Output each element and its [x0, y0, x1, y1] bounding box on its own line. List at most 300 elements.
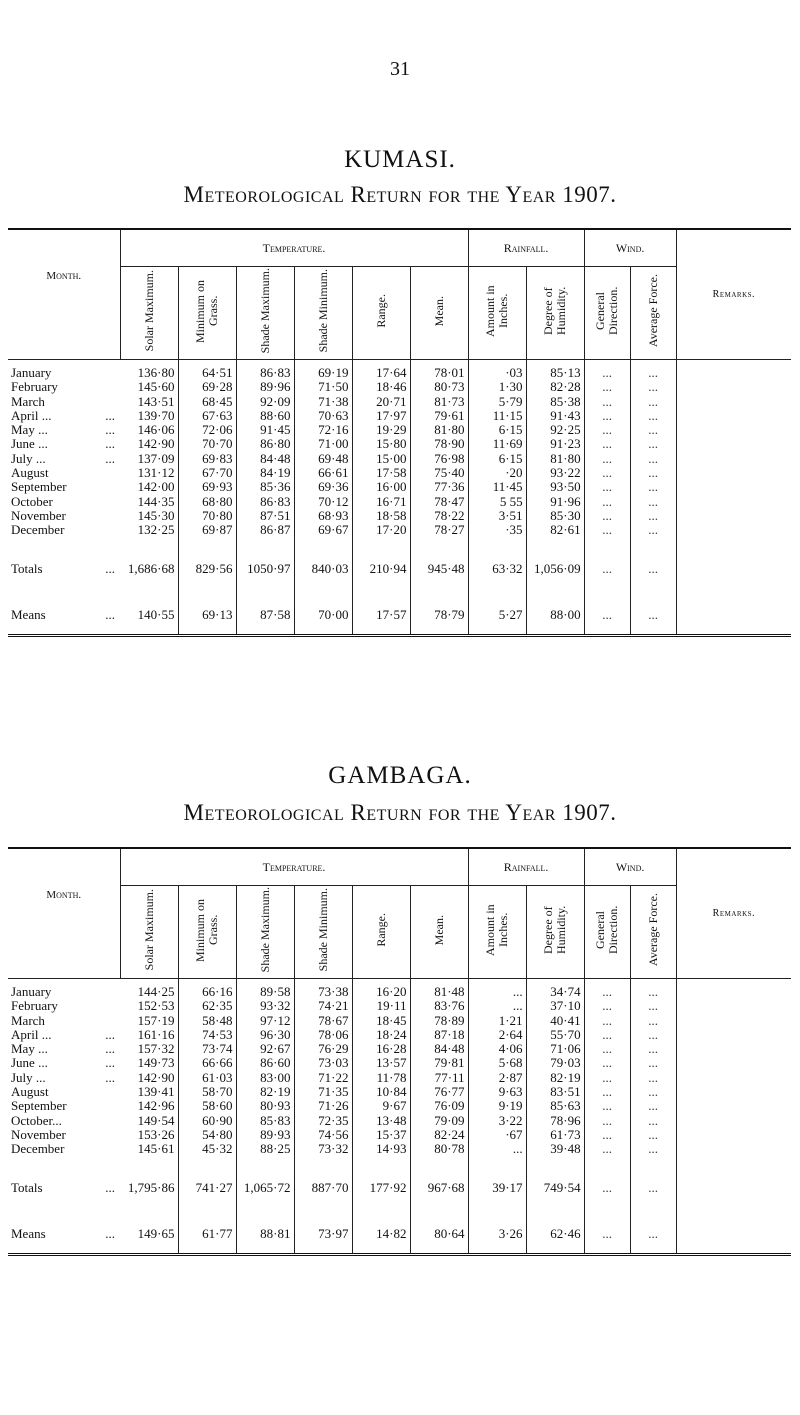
month-cell [8, 495, 120, 509]
value-cell: 84·48 [236, 452, 294, 466]
leader-dots: ... [105, 436, 115, 452]
value-cell: 69·87 [178, 523, 236, 537]
value-cell: 13·48 [352, 1114, 410, 1128]
leader-dots: ... [105, 607, 115, 623]
range-header: Range. [352, 267, 410, 360]
spacer-cell [352, 1245, 410, 1255]
month-label: Totals [11, 1180, 43, 1196]
month-row [8, 380, 791, 394]
value-cell: ... [630, 1128, 676, 1142]
spacer-cell [468, 1199, 526, 1225]
spacer-cell [526, 580, 584, 606]
value-cell: 97·12 [236, 1014, 294, 1028]
solar-maximum-header: Solar Maximum. [120, 886, 178, 979]
value-cell: 78·06 [294, 1028, 352, 1042]
range-header: Range. [352, 886, 410, 979]
value-cell: ... [630, 1056, 676, 1070]
shade-minimum-header: Shade Minimum. [294, 886, 352, 979]
value-cell: 142·00 [120, 480, 178, 494]
value-cell: 5·27 [468, 606, 526, 626]
value-cell: 69·67 [294, 523, 352, 537]
value-cell: 17·58 [352, 466, 410, 480]
spacer-cell [120, 580, 178, 606]
value-cell: ... [630, 606, 676, 626]
value-cell: 3·51 [468, 509, 526, 523]
rainfall-header: Rainfall. [468, 229, 584, 267]
value-cell: 17·64 [352, 366, 410, 380]
value-cell: 137·09 [120, 452, 178, 466]
leader-dots: ... [105, 1026, 115, 1042]
value-cell: 85·36 [236, 480, 294, 494]
month-row [8, 452, 791, 466]
value-cell: 61·03 [178, 1071, 236, 1085]
value-cell: 68·80 [178, 495, 236, 509]
remarks-cell [676, 1042, 791, 1056]
value-cell: 131·12 [120, 466, 178, 480]
remarks-header: Remarks. [676, 229, 791, 360]
remarks-cell [676, 380, 791, 394]
value-cell: 81·73 [410, 395, 468, 409]
month-label: June ... [11, 436, 48, 452]
value-cell: 69·13 [178, 606, 236, 626]
value-cell: 145·60 [120, 380, 178, 394]
value-cell: 157·19 [120, 1014, 178, 1028]
month-row [8, 999, 791, 1013]
value-cell: 69·19 [294, 366, 352, 380]
value-cell: 71·22 [294, 1071, 352, 1085]
value-cell: 82·61 [526, 523, 584, 537]
remarks-cell [676, 509, 791, 523]
value-cell: 71·38 [294, 395, 352, 409]
spacer-cell [584, 1245, 630, 1255]
remarks-cell [676, 437, 791, 451]
value-cell: 89·96 [236, 380, 294, 394]
value-cell: 967·68 [410, 1179, 468, 1199]
average-force-header: Average Force. [630, 886, 676, 979]
value-cell: 79·09 [410, 1114, 468, 1128]
value-cell: 1,686·68 [120, 560, 178, 580]
value-cell: 45·32 [178, 1142, 236, 1156]
value-cell: 80·73 [410, 380, 468, 394]
remarks-cell [676, 423, 791, 437]
month-row [8, 1099, 791, 1113]
temperature-header: Temperature. [120, 848, 468, 886]
remarks-cell [676, 495, 791, 509]
month-row [8, 466, 791, 480]
value-cell: 9·19 [468, 1099, 526, 1113]
spacer-cell [526, 626, 584, 636]
value-cell: 11·15 [468, 409, 526, 423]
spacer-cell [236, 1157, 294, 1179]
value-cell: ... [584, 1128, 630, 1142]
value-cell: 9·63 [468, 1085, 526, 1099]
spacer-cell [294, 1245, 352, 1255]
value-cell: ... [584, 380, 630, 394]
value-cell: 66·66 [178, 1056, 236, 1070]
value-cell: ... [584, 1085, 630, 1099]
value-cell: 81·80 [410, 423, 468, 437]
value-cell: 68·93 [294, 509, 352, 523]
spacer-cell [526, 1157, 584, 1179]
value-cell: ... [630, 560, 676, 580]
remarks-cell [676, 409, 791, 423]
spacer-cell [468, 626, 526, 636]
value-cell: 4·06 [468, 1042, 526, 1056]
remarks-cell [676, 1114, 791, 1128]
spacer-cell [294, 538, 352, 560]
value-cell: 60·90 [178, 1114, 236, 1128]
value-cell: 66·16 [178, 985, 236, 999]
month-cell [8, 480, 120, 494]
value-cell: 78·90 [410, 437, 468, 451]
spacer-cell [526, 1245, 584, 1255]
spacer-cell [294, 1199, 352, 1225]
value-cell: 81·80 [526, 452, 584, 466]
value-cell: 2·87 [468, 1071, 526, 1085]
month-label: March [11, 1012, 45, 1028]
spacer-cell [120, 1245, 178, 1255]
value-cell: 18·46 [352, 380, 410, 394]
value-cell: ... [584, 1056, 630, 1070]
value-cell: 17·20 [352, 523, 410, 537]
value-cell: 2·64 [468, 1028, 526, 1042]
spacer-cell [676, 538, 791, 560]
remarks-cell [676, 466, 791, 480]
value-cell: 58·70 [178, 1085, 236, 1099]
month-label: January [11, 365, 52, 380]
remarks-cell [676, 985, 791, 999]
value-cell: 62·46 [526, 1225, 584, 1245]
amount-in-inches-header: Amount in Inches. [468, 886, 526, 979]
remarks-cell [676, 999, 791, 1013]
value-cell: 5·68 [468, 1056, 526, 1070]
value-cell: ... [584, 523, 630, 537]
value-cell: 76·09 [410, 1099, 468, 1113]
value-cell: ... [584, 1028, 630, 1042]
month-label: May ... [11, 1041, 48, 1057]
spacer-cell [178, 1157, 236, 1179]
value-cell: 18·45 [352, 1014, 410, 1028]
value-cell: 86·87 [236, 523, 294, 537]
value-cell: 78·89 [410, 1014, 468, 1028]
general-direction-header: General Direction. [584, 267, 630, 360]
spacer-cell [352, 580, 410, 606]
value-cell: 62·35 [178, 999, 236, 1013]
month-label: May ... [11, 422, 48, 438]
spacer-row [8, 580, 791, 606]
spacer-cell [178, 580, 236, 606]
value-cell: 144·35 [120, 495, 178, 509]
value-cell: 144·25 [120, 985, 178, 999]
value-cell: 143·51 [120, 395, 178, 409]
spacer-cell [584, 580, 630, 606]
value-cell: 1050·97 [236, 560, 294, 580]
value-cell: 74·56 [294, 1128, 352, 1142]
value-cell: ... [630, 480, 676, 494]
value-cell: 85·30 [526, 509, 584, 523]
value-cell: 741·27 [178, 1179, 236, 1199]
value-cell: 149·65 [120, 1225, 178, 1245]
value-cell: ·03 [468, 366, 526, 380]
month-cell [8, 423, 120, 437]
value-cell: 145·30 [120, 509, 178, 523]
value-cell: 34·74 [526, 985, 584, 999]
value-cell: ... [630, 1014, 676, 1028]
value-cell: 71·35 [294, 1085, 352, 1099]
value-cell: ... [584, 1099, 630, 1113]
value-cell: 71·26 [294, 1099, 352, 1113]
month-row [8, 1114, 791, 1128]
remarks-cell [676, 1225, 791, 1245]
value-cell: ... [630, 523, 676, 537]
spacer-cell [410, 1245, 468, 1255]
value-cell: 70·70 [178, 437, 236, 451]
spacer-cell [468, 580, 526, 606]
spacer-cell [294, 1157, 352, 1179]
month-cell [8, 523, 120, 537]
leader-dots: ... [105, 1226, 115, 1242]
month-cell [8, 1128, 120, 1142]
value-cell: ... [584, 509, 630, 523]
remarks-cell [676, 395, 791, 409]
value-cell: 73·97 [294, 1225, 352, 1245]
value-cell: 14·82 [352, 1225, 410, 1245]
value-cell: ... [584, 985, 630, 999]
value-cell: 87·18 [410, 1028, 468, 1042]
value-cell: 70·63 [294, 409, 352, 423]
value-cell: 157·32 [120, 1042, 178, 1056]
value-cell: 71·06 [526, 1042, 584, 1056]
value-cell: ... [584, 999, 630, 1013]
value-cell: 85·83 [236, 1114, 294, 1128]
value-cell: 93·32 [236, 999, 294, 1013]
value-cell: 15·80 [352, 437, 410, 451]
value-cell: 11·78 [352, 1071, 410, 1085]
solar-maximum-header: Solar Maximum. [120, 267, 178, 360]
month-row [8, 523, 791, 537]
value-cell: ... [630, 1114, 676, 1128]
month-row [8, 1028, 791, 1042]
value-cell: 72·16 [294, 423, 352, 437]
value-cell: 78·01 [410, 366, 468, 380]
month-row [8, 437, 791, 451]
month-label: September [11, 479, 67, 495]
month-label: Totals [11, 561, 43, 577]
value-cell: ... [584, 1225, 630, 1245]
spacer-cell [410, 1199, 468, 1225]
value-cell: 69·28 [178, 380, 236, 394]
month-row [8, 495, 791, 509]
month-cell [8, 509, 120, 523]
value-cell: 66·61 [294, 466, 352, 480]
remarks-cell [676, 1014, 791, 1028]
station-title-kumasi: KUMASI. [344, 146, 456, 173]
value-cell: 86·83 [236, 366, 294, 380]
month-row [8, 1085, 791, 1099]
month-cell [8, 395, 120, 409]
month-row [8, 1142, 791, 1156]
value-cell: 161·16 [120, 1028, 178, 1042]
value-cell: 1·30 [468, 380, 526, 394]
value-cell: 39·48 [526, 1142, 584, 1156]
value-cell: ... [630, 985, 676, 999]
spacer-cell [352, 538, 410, 560]
value-cell: 1,056·09 [526, 560, 584, 580]
value-cell: 69·48 [294, 452, 352, 466]
leader-dots: ... [105, 1180, 115, 1196]
value-cell: 3·26 [468, 1225, 526, 1245]
month-cell [8, 999, 120, 1013]
month-label: April ... [11, 407, 52, 423]
value-cell: 17·97 [352, 409, 410, 423]
spacer-cell [630, 580, 676, 606]
temperature-header: Temperature. [120, 229, 468, 267]
value-cell: 15·00 [352, 452, 410, 466]
value-cell: 139·70 [120, 409, 178, 423]
month-label: December [11, 522, 65, 538]
spacer-row [8, 626, 791, 636]
value-cell: 93·50 [526, 480, 584, 494]
remarks-cell [676, 1071, 791, 1085]
month-label: January [11, 984, 52, 999]
value-cell: 63·32 [468, 560, 526, 580]
wind-header: Wind. [584, 229, 676, 267]
spacer-cell [584, 538, 630, 560]
value-cell: 145·61 [120, 1142, 178, 1156]
value-cell: ... [630, 999, 676, 1013]
month-label: Means [11, 607, 46, 623]
value-cell: ... [584, 366, 630, 380]
value-cell: 84·19 [236, 466, 294, 480]
value-cell: 5 55 [468, 495, 526, 509]
value-cell: 37·10 [526, 999, 584, 1013]
value-cell: 92·25 [526, 423, 584, 437]
month-row [8, 423, 791, 437]
value-cell: 91·96 [526, 495, 584, 509]
value-cell: 88·81 [236, 1225, 294, 1245]
value-cell: 74·21 [294, 999, 352, 1013]
value-cell: 1·21 [468, 1014, 526, 1028]
value-cell: 54·80 [178, 1128, 236, 1142]
month-cell [8, 1028, 120, 1042]
spacer-cell [410, 538, 468, 560]
value-cell: ... [584, 395, 630, 409]
value-cell: 86·60 [236, 1056, 294, 1070]
month-row [8, 409, 791, 423]
value-cell: 61·73 [526, 1128, 584, 1142]
value-cell: 78·47 [410, 495, 468, 509]
spacer-cell [8, 580, 120, 606]
value-cell: 76·29 [294, 1042, 352, 1056]
spacer-cell [236, 538, 294, 560]
leader-dots: ... [105, 561, 115, 577]
month-row [8, 1014, 791, 1028]
leader-dots: ... [105, 422, 115, 438]
value-cell: 78·22 [410, 509, 468, 523]
spacer-cell [8, 1199, 120, 1225]
value-cell: 86·80 [236, 437, 294, 451]
value-cell: 20·71 [352, 395, 410, 409]
value-cell: ... [630, 409, 676, 423]
value-cell: 16·71 [352, 495, 410, 509]
month-label: November [11, 507, 66, 523]
value-cell: ... [630, 1142, 676, 1156]
average-force-header: Average Force. [630, 267, 676, 360]
spacer-cell [630, 1157, 676, 1179]
leader-dots: ... [105, 1069, 115, 1085]
spacer-cell [8, 538, 120, 560]
value-cell: 55·70 [526, 1028, 584, 1042]
value-cell: 77·11 [410, 1071, 468, 1085]
value-cell: 69·83 [178, 452, 236, 466]
value-cell: 142·96 [120, 1099, 178, 1113]
value-cell: 78·96 [526, 1114, 584, 1128]
mean-header: Mean. [410, 886, 468, 979]
value-cell: 132·25 [120, 523, 178, 537]
month-label: July ... [11, 450, 46, 466]
remarks-cell [676, 1056, 791, 1070]
value-cell: 81·48 [410, 985, 468, 999]
value-cell: 83·51 [526, 1085, 584, 1099]
value-cell: 79·61 [410, 409, 468, 423]
value-cell: ... [630, 1225, 676, 1245]
value-cell: 93·22 [526, 466, 584, 480]
value-cell: ... [584, 480, 630, 494]
value-cell: ... [584, 437, 630, 451]
leader-dots: ... [105, 1041, 115, 1057]
spacer-row [8, 1245, 791, 1255]
value-cell: ... [584, 452, 630, 466]
month-label: June ... [11, 1055, 48, 1071]
value-cell: ... [630, 380, 676, 394]
value-cell: 64·51 [178, 366, 236, 380]
spacer-cell [120, 1199, 178, 1225]
value-cell: 96·30 [236, 1028, 294, 1042]
kumasi-table-wrapper [8, 228, 791, 637]
value-cell: 72·06 [178, 423, 236, 437]
value-cell: ... [630, 1179, 676, 1199]
page-number: 31 [390, 58, 410, 80]
value-cell: 9·67 [352, 1099, 410, 1113]
spacer-row [8, 1157, 791, 1179]
value-cell: 142·90 [120, 437, 178, 451]
means-row [8, 606, 791, 626]
mean-header: Mean. [410, 267, 468, 360]
value-cell: 17·57 [352, 606, 410, 626]
leader-dots: ... [105, 407, 115, 423]
value-cell: 11·45 [468, 480, 526, 494]
gambaga-meteorological-table [8, 847, 791, 1256]
value-cell: ... [584, 1114, 630, 1128]
value-cell: 1,065·72 [236, 1179, 294, 1199]
value-cell: 153·26 [120, 1128, 178, 1142]
value-cell: 16·00 [352, 480, 410, 494]
month-cell [8, 1042, 120, 1056]
value-cell: 18·24 [352, 1028, 410, 1042]
spacer-cell [630, 1245, 676, 1255]
month-label: August [11, 465, 49, 481]
spacer-cell [676, 1199, 791, 1225]
value-cell: 73·74 [178, 1042, 236, 1056]
value-cell: 142·90 [120, 1071, 178, 1085]
value-cell: 91·23 [526, 437, 584, 451]
minimum-on-grass-header: Minimum on Grass. [178, 267, 236, 360]
value-cell: ... [630, 1042, 676, 1056]
minimum-on-grass-header: Minimum on Grass. [178, 886, 236, 979]
value-cell: 149·73 [120, 1056, 178, 1070]
spacer-cell [630, 538, 676, 560]
value-cell: 58·48 [178, 1014, 236, 1028]
